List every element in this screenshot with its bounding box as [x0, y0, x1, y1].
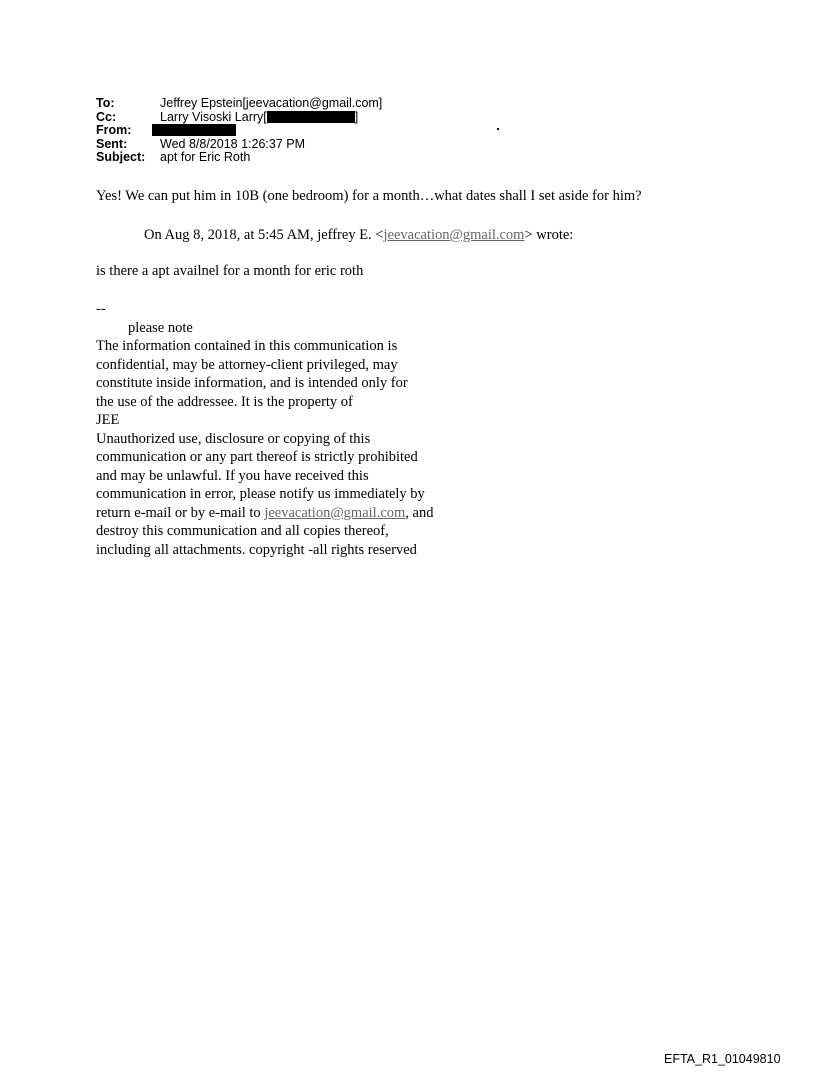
quote-prefix: On Aug 8, 2018, at 5:45 AM, jeffrey E. < [144, 227, 384, 243]
signature-separator: -- [96, 301, 106, 317]
disclaimer-line: communication or any part thereof is strictly prohibited [96, 449, 418, 465]
disclaimer-line: confidential, may be attorney-client privileged, may [96, 356, 398, 373]
email-line-suffix: , and [405, 504, 434, 521]
disclaimer-email-line [96, 504, 433, 523]
disclaimer-line: and may be unlawful. If you have received this [96, 467, 369, 484]
redaction-box [152, 124, 236, 136]
disclaimer [96, 300, 433, 559]
quote-suffix: > wrote: [524, 227, 574, 243]
sent-label: Sent: [96, 136, 128, 151]
cc-name: Larry Visoski Larry[ [160, 109, 267, 124]
disclaimer-line: Unauthorized use, disclosure or copying of this [96, 430, 371, 447]
reply-text: Yes! We can put him in 10B (one bedroom) for a month…what dates shall I set aside for him? [96, 188, 642, 204]
disclaimer-line: JEE [96, 412, 120, 428]
to-value: Jeffrey Epstein[jeevacation@gmail.com] [160, 96, 383, 110]
subject-label: Subject: [96, 150, 146, 164]
subject-value: apt for Eric Roth [160, 150, 251, 164]
cc-value [160, 111, 358, 125]
stray-dot [497, 128, 499, 130]
disclaimer-line: including all attachments. copyright -all rights reserved [96, 541, 417, 558]
disclaimer-line: the use of the addressee. It is the property of [96, 393, 353, 410]
disclaimer-line: communication in error, please notify us immediately by [96, 486, 425, 502]
quote-line [144, 227, 573, 244]
to-label: To: [96, 96, 115, 110]
disclaimer-line: destroy this communication and all copies thereof, [96, 523, 389, 539]
original-message: is there a apt availnel for a month for eric roth [96, 263, 364, 279]
from-label: From: [96, 123, 132, 137]
disclaimer-note: please note [128, 319, 193, 336]
cc-close: ] [354, 109, 359, 124]
cc-label: Cc: [96, 109, 117, 124]
redaction-box [267, 111, 355, 123]
quote-email-link[interactable]: jeevacation@gmail.com [383, 227, 525, 243]
disclaimer-line: The information contained in this communication is [96, 338, 398, 354]
from-value [152, 124, 236, 138]
disclaimer-line: constitute inside information, and is intended only for [96, 375, 408, 391]
sent-value: Wed 8/8/2018 1:26:37 PM [160, 136, 306, 151]
email-line-prefix: return e-mail or by e-mail to [96, 504, 265, 521]
disclaimer-email-link[interactable]: jeevacation@gmail.com [264, 504, 406, 521]
document-id: EFTA_R1_01049810 [664, 1052, 781, 1066]
